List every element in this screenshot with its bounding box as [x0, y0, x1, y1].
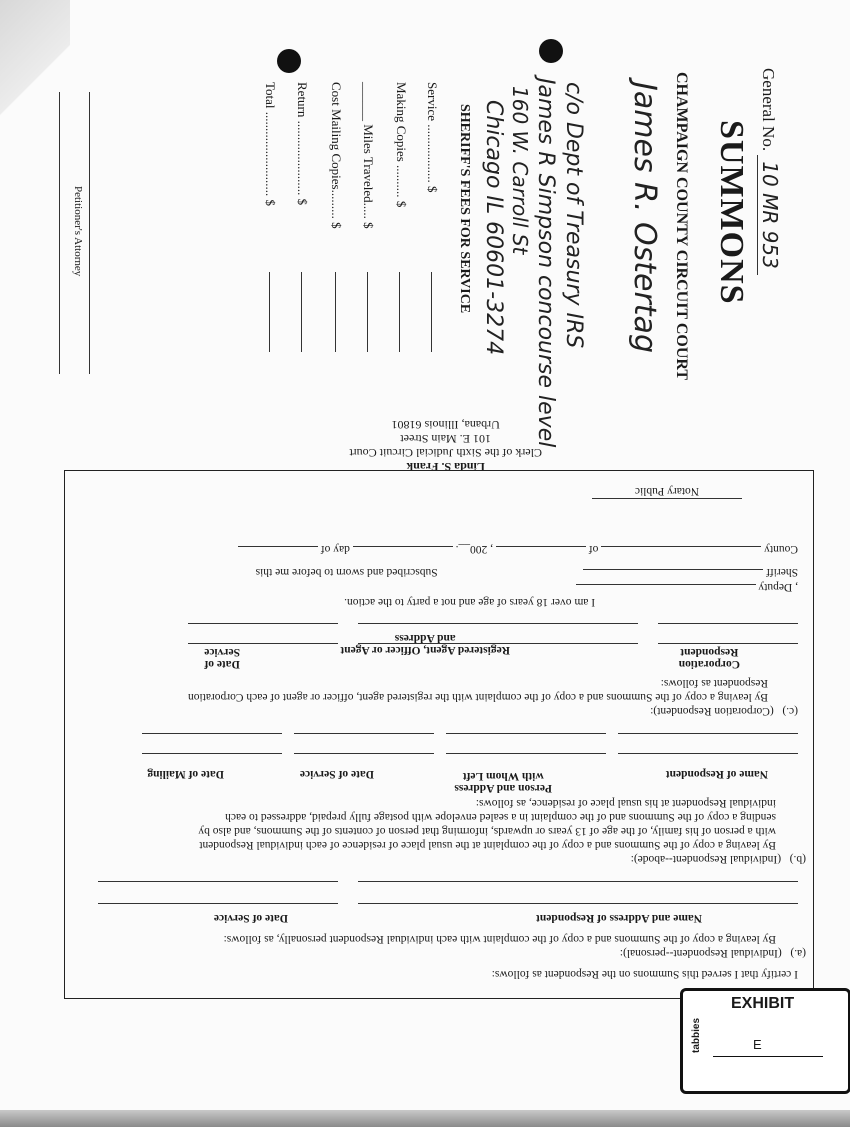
exhibit-value: E — [753, 1037, 762, 1052]
scanner-edge — [0, 1110, 850, 1127]
abode-entry-lines — [142, 730, 798, 742]
fee-item: Total .......................... $ — [263, 82, 278, 207]
fee-item: Service .................. $ — [425, 82, 440, 193]
fee-item: Return ....................... $ — [295, 82, 310, 206]
handwritten-address-line: James R Simpson concourse level — [533, 78, 558, 448]
court-name: CHAMPAIGN COUNTY CIRCUIT COURT — [673, 72, 690, 381]
section-b-marker: (b.) — [789, 853, 806, 865]
attorney-line — [89, 92, 90, 374]
tabbies-logo: tabbies — [691, 1017, 702, 1053]
fee-item: ______ Miles Traveled..... $ — [361, 82, 376, 229]
exhibit-sticker — [680, 988, 850, 1094]
section-a: (a.) (Individual Respondent--personal): By leaving a copy of the Summons and a copy of the complaint with each individual Respondent personally, as follows: — [223, 933, 806, 959]
abode-col-mailing: Date of Mailing — [147, 768, 224, 780]
fee-underline — [431, 272, 432, 352]
section-c: (c.) (Corporation Respondent): By leaving a copy of the Summons and a copy of the complaint with the registered agent, officer or agent of each Corporation Respondent as follows: — [187, 677, 798, 717]
section-b: (b.) (Individual Respondent--abode): By leaving a copy of the Summons and a copy of the complaint at the usual place of residence of each individual Respondent with a person of his family, of the age of 13 years or upwards, informing that person of contents of the Summons, and also by sending a copy of the Summons and of the complaint in a sealed envelope with postage fully prepaid, addressed to each individual Respondent at his usual place of residence, as follows: — [198, 797, 806, 865]
general-number-label: General No. — [759, 68, 778, 152]
punch-hole-icon — [277, 49, 301, 73]
exhibit-underline — [713, 1056, 823, 1057]
corp-col-date: Date of Service — [204, 646, 240, 670]
handwritten-address-line: 160 W. Carroll St — [508, 86, 532, 255]
fee-underline — [367, 272, 368, 352]
general-number-value: 10 MR 953 — [757, 155, 782, 275]
notary-label: Notary Public — [592, 485, 742, 499]
section-a-marker: (a.) — [790, 947, 806, 959]
age-statement: I am over 18 years of age and not a party to the action. — [344, 596, 596, 608]
fee-underline — [301, 272, 302, 352]
corporation-entry-lines — [188, 620, 798, 632]
certificate-intro: I certify that I served this Summons on the Respondent as follows: — [491, 968, 798, 980]
abode-col-name: Name of Respondent — [665, 768, 768, 780]
corp-col-agent: Registered Agent, Officer or Agent and Address — [340, 632, 510, 656]
fee-underline — [269, 272, 270, 352]
handwritten-address-line: c/o Dept of Treasury IRS — [561, 82, 586, 349]
clerk-title: Clerk of the Sixth Judicial Circuit Court — [349, 446, 542, 460]
fee-item: Cost Mailing Copies......... $ — [329, 82, 344, 229]
personal-entry-lines — [98, 878, 798, 890]
document-title: SUMMONS — [713, 120, 750, 305]
fee-item: Making Copies .......... $ — [394, 82, 409, 208]
abode-col-person: Person and Address with Whom Left — [454, 770, 552, 794]
clerk-street: 101 E. Main Street — [400, 432, 491, 446]
punch-hole-icon — [539, 39, 563, 63]
personal-entry-lines — [98, 900, 798, 912]
attorney-line — [59, 92, 60, 374]
exhibit-label: EXHIBIT — [731, 995, 795, 1012]
abode-entry-lines — [142, 750, 798, 762]
oath-line: County of , 200__. day of — [238, 543, 798, 555]
fee-underline — [399, 272, 400, 352]
sheriff-line: Sheriff Subscribed and sworn to before me this — [255, 566, 798, 578]
general-number — [758, 68, 782, 275]
personal-col-name: Name and Address of Respondent — [536, 912, 702, 924]
fee-underline — [335, 272, 336, 352]
abode-col-service: Date of Service — [299, 768, 374, 780]
clerk-name: Linda S. Frank — [406, 460, 485, 474]
deputy-line: , Deputy — [576, 581, 798, 593]
corp-col-respondent: Corporation Respondent — [678, 646, 740, 670]
fees-heading: SHERIFF'S FEES FOR SERVICE — [457, 104, 472, 314]
section-c-marker: (c.) — [782, 705, 798, 717]
handwritten-address-line: Chicago IL 60601-3274 — [481, 100, 506, 356]
clerk-city: Urbana, Illinois 61801 — [391, 418, 500, 432]
clerk-block — [349, 418, 542, 474]
personal-col-date: Date of Service — [213, 912, 288, 924]
handwritten-signature: James R. Ostertag — [627, 82, 662, 353]
attorney-label: Petitioner's Attorney — [72, 186, 84, 277]
